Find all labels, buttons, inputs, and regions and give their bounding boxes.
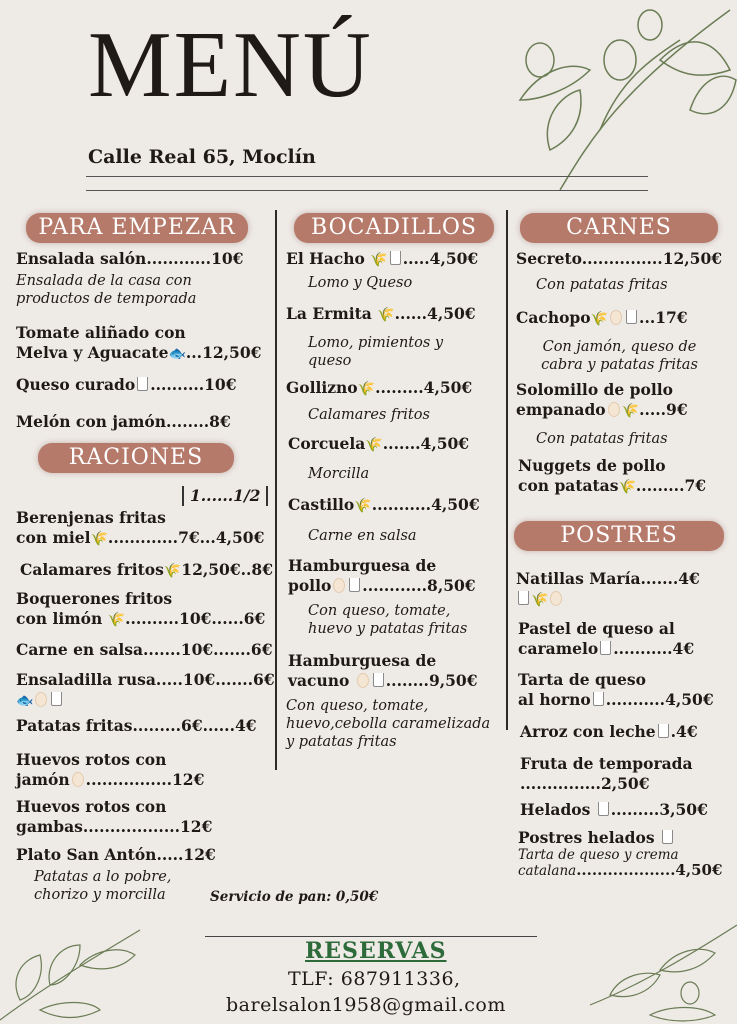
menu-item-name: Gollizno (286, 378, 358, 397)
dairy-icon (658, 724, 669, 738)
postre-natillas (516, 569, 700, 610)
egg-icon (333, 578, 345, 593)
fish-icon: 🐟 (16, 693, 34, 709)
postre-helados (520, 800, 708, 820)
menu-item-name: Tomate aliñado con (16, 323, 186, 342)
menu-item-name-line2: con patatas (518, 476, 619, 495)
menu-item-price: ..........10€......6€ (125, 609, 266, 628)
egg-icon (357, 673, 369, 688)
olive-branch-decoration-bottom-left (0, 900, 180, 1024)
gluten-icon: 🌾 (621, 403, 640, 419)
address: Calle Real 65, Moclín (88, 146, 316, 168)
menu-item-name: Pastel de queso al (518, 619, 675, 638)
section-banner-raciones: RACIONES (38, 443, 234, 473)
postre-fruta (520, 754, 693, 794)
page-title: MENÚ (88, 13, 373, 117)
bocadillo-corcuela (288, 434, 469, 455)
menu-item-name: Solomillo de pollo (516, 380, 673, 399)
section-banner-bocadillos: BOCADILLOS (294, 213, 494, 243)
menu-item-name-line2: jamón (16, 770, 70, 789)
gluten-icon: 🌾 (357, 381, 376, 397)
menu-item-desc-line2: catalana (518, 863, 577, 879)
menu-item-name: Castillo (288, 495, 355, 514)
menu-item-desc: Tarta de queso y crema (518, 847, 679, 863)
menu-item-price: ...........4€ (613, 639, 695, 658)
racion-huevos-jamon (16, 750, 204, 790)
bread-service: Servicio de pan: 0,50€ (210, 889, 379, 905)
menu-item-price: 12,50€..8€ (181, 560, 273, 579)
menu-item-price: ......4,50€ (394, 304, 476, 323)
menu-item-name: Corcuela (288, 434, 366, 453)
menu-item-price: .......4,50€ (382, 434, 470, 453)
section-banner-carnes: CARNES (520, 213, 718, 243)
dairy-icon (390, 251, 401, 265)
menu-item-desc: Lomo y Queso (308, 275, 413, 291)
dairy-icon (662, 830, 673, 844)
carne-secreto: Secreto...............12,50€ (516, 249, 723, 268)
gluten-icon: 🌾 (107, 612, 126, 628)
egg-icon (608, 402, 620, 417)
menu-item-price: .4€ (670, 722, 698, 741)
section-banner-postres: POSTRES (514, 521, 724, 551)
menu-item-desc-price (518, 862, 722, 879)
menu-item-ensalada-salon: Ensalada salón............10€ (16, 249, 244, 268)
menu-item-price: ...........4,50€ (371, 495, 480, 514)
menu-item-name: Postres helados (518, 828, 655, 847)
menu-item-name: La Ermita (286, 304, 372, 323)
menu-item-desc: Lomo, pimientos y queso (308, 335, 444, 369)
menu-item-name: Arroz con leche (520, 722, 656, 741)
dairy-icon (51, 692, 62, 706)
racion-berenjenas (16, 508, 264, 549)
menu-item-price: ...........4,50€ (605, 690, 714, 709)
menu-item-name-line2: caramelo (518, 639, 599, 658)
dairy-icon (626, 310, 637, 324)
gluten-icon: 🌾 (163, 563, 182, 579)
bocadillo-el-hacho (286, 249, 478, 270)
menu-item-desc: Con queso, tomate, huevo,cebolla caramelizada y patatas fritas (286, 698, 491, 750)
egg-icon (610, 310, 622, 325)
postre-arroz-leche (520, 722, 698, 742)
menu-item-name-line2: pollo (288, 576, 332, 595)
menu-item-price: ...17€ (639, 308, 688, 327)
menu-item-name-line2: al horno (518, 690, 591, 709)
menu-item-name: Tarta de queso (518, 670, 646, 689)
racion-huevos-gambas (16, 797, 212, 837)
column-divider-right (506, 210, 508, 730)
gluten-icon: 🌾 (531, 592, 549, 608)
racion-boquerones (16, 589, 265, 630)
menu-item-name: Boquerones fritos (16, 589, 173, 608)
bocadillo-gollizno (286, 378, 472, 399)
reservas-phone[interactable]: TLF: 687911336, (288, 968, 461, 990)
menu-item-name-line2: con limón (16, 609, 103, 628)
menu-item-desc: Morcilla (308, 466, 370, 482)
menu-item-price: ...................4,50€ (576, 861, 723, 879)
egg-icon (550, 591, 562, 606)
menu-item-price: ...12,50€ (185, 343, 262, 362)
carne-cachopo (516, 308, 688, 329)
egg-icon (72, 772, 84, 787)
menu-item-price: ............8,50€ (362, 576, 476, 595)
menu-item-queso-curado (16, 375, 237, 395)
column-divider-left (275, 210, 277, 770)
gluten-icon: 🌾 (365, 437, 383, 453)
menu-item-melon-jamon: Melón con jamón........8€ (16, 412, 231, 431)
menu-item-name-line2: empanado (516, 400, 606, 419)
reservas-email[interactable]: barelsalon1958@gmail.com (226, 994, 506, 1016)
gluten-icon: 🌾 (618, 479, 636, 495)
racion-san-anton: Plato San Antón.....12€ (16, 845, 216, 864)
menu-item-name: Queso curado (16, 375, 136, 394)
header-divider-top (86, 176, 648, 177)
menu-item-price: .............7€...4,50€ (107, 528, 265, 547)
postre-tarta-queso (518, 670, 714, 710)
menu-item-desc: Patatas a lo pobre, chorizo y morcilla (34, 869, 172, 903)
bocadillo-hamburguesa-pollo (288, 556, 476, 596)
postre-pastel-queso (518, 619, 694, 659)
carne-solomillo (516, 380, 688, 421)
menu-item-tomate (16, 323, 261, 364)
racion-calamares (20, 560, 273, 581)
menu-item-price: ........9,50€ (385, 671, 478, 690)
olive-branch-decoration-top-right (500, 0, 737, 200)
menu-item-name: Helados (520, 800, 591, 819)
gluten-icon: 🌾 (354, 498, 372, 514)
dairy-icon (518, 591, 529, 605)
menu-item-name-line2: vacuno (288, 671, 350, 690)
menu-item-desc: Ensalada de la casa con productos de temporada (16, 273, 197, 307)
menu-item-desc: Con patatas fritas (536, 277, 668, 293)
menu-item-name: Hamburguesa de (288, 651, 437, 670)
menu-item-price: .........3,50€ (610, 800, 708, 819)
bocadillo-hamburguesa-vacuno (288, 651, 478, 691)
bocadillo-castillo (288, 495, 480, 516)
menu-item-price: ..........10€ (150, 375, 237, 394)
menu-item-name-line2: con miel (16, 528, 91, 547)
menu-item-price: .........4,50€ (375, 378, 473, 397)
gluten-icon: 🌾 (590, 311, 609, 327)
menu-item-desc: Con queso, tomate, huevo y patatas fritas (308, 603, 468, 637)
menu-item-name: Nuggets de pollo (518, 456, 666, 475)
menu-item-desc: Con jamón, queso de cabra y patatas fritas (541, 339, 698, 373)
section-banner-para-empezar: PARA EMPEZAR (26, 213, 248, 243)
raciones-header (182, 486, 268, 506)
menu-item-name-line2: Melva y Aguacate (16, 343, 169, 362)
menu-item-name-line2: gambas..................12€ (16, 817, 213, 836)
postre-helados-varios (518, 828, 675, 848)
menu-item-name: Ensaladilla rusa.....10€.......6€ (16, 670, 275, 689)
olive-branch-decoration-bottom-right (590, 915, 737, 1024)
dairy-icon (600, 641, 611, 655)
footer-divider (205, 936, 537, 937)
dairy-icon (593, 692, 604, 706)
menu-item-name: Cachopo (516, 308, 591, 327)
menu-item-price: ...............2,50€ (520, 774, 650, 793)
menu-item-price: .........7€ (635, 476, 707, 495)
gluten-icon: 🌾 (90, 531, 108, 547)
menu-item-name: Huevos rotos con (16, 797, 167, 816)
menu-item-name: Huevos rotos con (16, 750, 167, 769)
menu-item-name: Calamares fritos (20, 560, 164, 579)
racion-carne-salsa: Carne en salsa.......10€.......6€ (16, 640, 273, 659)
raciones-size-header: 1......1/2 (190, 486, 261, 505)
menu-item-desc: Con patatas fritas (536, 431, 668, 447)
menu-item-name: Berenjenas fritas (16, 508, 166, 527)
racion-patatas-fritas: Patatas fritas.........6€......4€ (16, 716, 257, 735)
menu-item-name: Fruta de temporada (520, 754, 693, 773)
menu-item-price: .....4,50€ (402, 249, 479, 268)
gluten-icon: 🌾 (370, 252, 388, 268)
racion-ensaladilla (16, 670, 275, 711)
carne-nuggets (518, 456, 706, 497)
menu-item-price: .....9€ (639, 400, 688, 419)
dairy-icon (598, 802, 609, 816)
menu-item-price: ................12€ (85, 770, 205, 789)
menu-item-desc: Carne en salsa (308, 528, 417, 544)
menu-item-name: El Hacho (286, 249, 365, 268)
reservas-title: RESERVAS (305, 938, 447, 964)
fish-icon: 🐟 (168, 346, 186, 362)
dairy-icon (349, 578, 360, 592)
menu-item-name: Hamburguesa de (288, 556, 437, 575)
menu-item-name: Natillas María.......4€ (516, 569, 700, 588)
gluten-icon: 🌾 (377, 307, 395, 323)
header-divider-bottom (86, 190, 648, 191)
dairy-icon (373, 673, 384, 687)
dairy-icon (137, 377, 148, 391)
bocadillo-la-ermita (286, 304, 476, 325)
egg-icon (35, 692, 47, 707)
menu-item-desc: Calamares fritos (308, 407, 430, 423)
